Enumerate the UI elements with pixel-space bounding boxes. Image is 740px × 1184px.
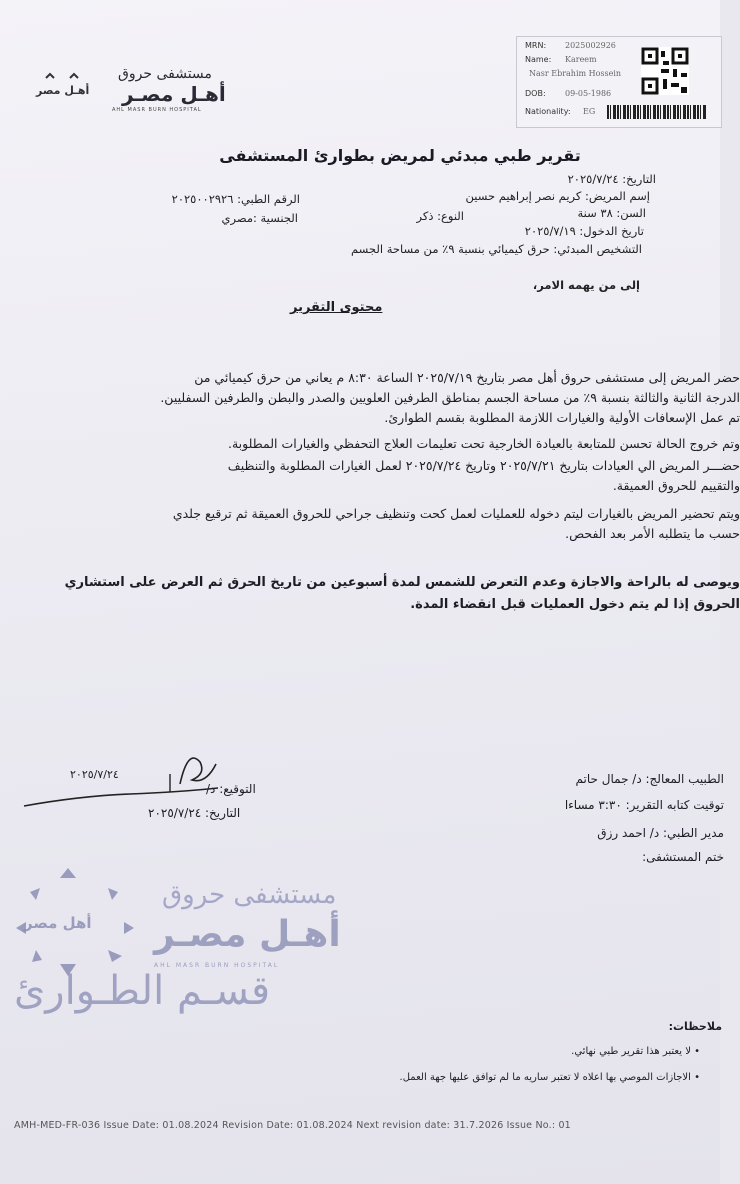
handwritten-date: ٢٠٢٥/٧/٢٤ (70, 768, 119, 781)
mrn-value: 2025002926 (565, 41, 616, 50)
name-label: Name: (525, 55, 552, 64)
logo-name-line1: مستشفى حروق (118, 66, 212, 82)
stamp-mark-text: أهل مصر (24, 914, 92, 932)
name-value-line2: Nasr Ebrahim Hossein (529, 69, 622, 78)
section-title: محتوى التقرير (290, 300, 383, 315)
logo-mark (30, 72, 90, 112)
logo-mark-text: أهـل مصر (36, 84, 90, 97)
patient-sticker (516, 36, 722, 128)
advice-line: ويوصى له بالراحة والاجازة وعدم التعرض للشمس لمدة أسبوعين من تاريخ الحرق ثم العرض على استشاري (64, 575, 740, 590)
body-line: حضـــر المريض الي العيادات بتاريخ ٢٠٢٥/٧/٢١ وتاريخ ٢٠٢٥/٧/٢٤ لعمل الغيارات المطلوبة والتنظيف (227, 458, 740, 473)
report-date: التاريخ: ٢٠٢٥/٧/٢٤ (567, 172, 656, 186)
name-value: Kareem (565, 55, 597, 64)
handwritten-signature (20, 744, 220, 814)
signature-date: التاريخ: ٢٠٢٥/٧/٢٤ (148, 806, 241, 820)
patient-nationality: الجنسية :مصري (221, 211, 298, 225)
body-line: حضر المريض إلى مستشفى حروق أهل مصر بتاريخ ٢٠٢٥/٧/١٩ الساعة ٨:٣٠ م يعاني من حرق كيميائي من (194, 370, 740, 385)
initial-diagnosis: التشخيص المبدئي: حرق كيميائي بنسبة ٩٪ من مساحة الجسم (351, 242, 642, 256)
body-line: ويتم تحضير المريض بالغيارات ليتم دخوله للعمليات لعمل كحت وتنظيف جراحي للحروق العميقة ثم ترقيع جلدي (172, 506, 740, 521)
body-line: حسب ما يتطلبه الأمر بعد الفحص. (565, 526, 740, 541)
body-line: والتقييم للحروق العميقة. (612, 478, 740, 493)
admission-date: تاريخ الدخول: ٢٠٢٥/٧/١٩ (524, 224, 644, 238)
note-text: لا يعتبر هذا تقرير طبي نهائي. (571, 1046, 691, 1057)
nationality-label: Nationality: (525, 107, 571, 116)
hospital-stamp-label: ختم المستشفى: (642, 850, 724, 864)
qr-code-icon (641, 47, 689, 95)
mrn-label: MRN: (525, 41, 547, 50)
barcode-icon (607, 105, 707, 119)
logo-name-line2: أهـل مصـر (122, 82, 226, 106)
patient-age: السن: ٣٨ سنة (577, 206, 646, 220)
stamp-latin: AHL MASR BURN HOSPITAL (154, 962, 280, 969)
note-item-1 (571, 1046, 700, 1057)
patient-name: إسم المريض: كريم نصر إبراهيم حسين (465, 189, 650, 203)
stamp-line1: مستشفى حروق (162, 880, 337, 910)
note-bullet-icon: • (690, 1072, 700, 1083)
dob-label: DOB: (525, 89, 546, 98)
body-line: الدرجة الثانية والثالثة بنسبة ٩٪ من مساحة الجسم بمناطق الطرفين العلويين والصدر والبطن والطرفين السفليين. (160, 390, 740, 405)
patient-gender: النوع: ذكر (416, 209, 464, 223)
nationality-value: EG (583, 107, 596, 116)
stamp-department: قسـم الطـوارئ (14, 968, 271, 1014)
note-item-2 (400, 1072, 700, 1083)
stamp-line2: أهـل مصـر (154, 914, 341, 955)
medical-number: الرقم الطبي: ٢٠٢٥٠٠٢٩٢٦ (171, 192, 300, 206)
dob-value: 09-05-1986 (565, 89, 612, 98)
hospital-logo (26, 62, 236, 122)
note-text: الاجازات الموصي بها اعلاه لا تعتبر ساريه ما لم توافق عليها جهة العمل. (399, 1072, 691, 1083)
logo-name-latin: AHL MASR BURN HOSPITAL (112, 107, 202, 113)
form-footer: AMH-MED-FR-036 Issue Date: 01.08.2024 Revision Date: 01.08.2024 Next revision date: 31.7.2026 Issue No.: 01 (14, 1120, 571, 1131)
report-title: تقرير طبي مبدئي لمريض بطوارئ المستشفى (219, 146, 581, 165)
advice-line: الحروق إذا لم يتم دخول العمليات قبل انقضاء المدة. (410, 597, 740, 612)
to-whom-line: إلى من يهمه الامر، (532, 278, 640, 292)
hospital-stamp (12, 858, 342, 1028)
body-line: وتم خروج الحالة تحسن للمتابعة بالعيادة الخارجية تحت تعليمات العلاج التحفظي والغيارات المطلوبة. (227, 436, 740, 451)
note-bullet-icon: • (690, 1046, 700, 1057)
body-line: تم عمل الإسعافات الأولية والغيارات اللازمة المطلوبة بقسم الطوارئ. (384, 410, 740, 425)
medical-director: مدير الطبي: د/ احمد رزق (597, 826, 724, 840)
report-time: توقيت كتابه التقرير: ٣:٣٠ مساءا (564, 798, 724, 812)
signature-label: التوقيع: د/ (206, 782, 256, 796)
notes-heading: ملاحظات: (668, 1020, 722, 1033)
treating-doctor: الطبيب المعالج: د/ جمال حاتم (575, 772, 724, 786)
